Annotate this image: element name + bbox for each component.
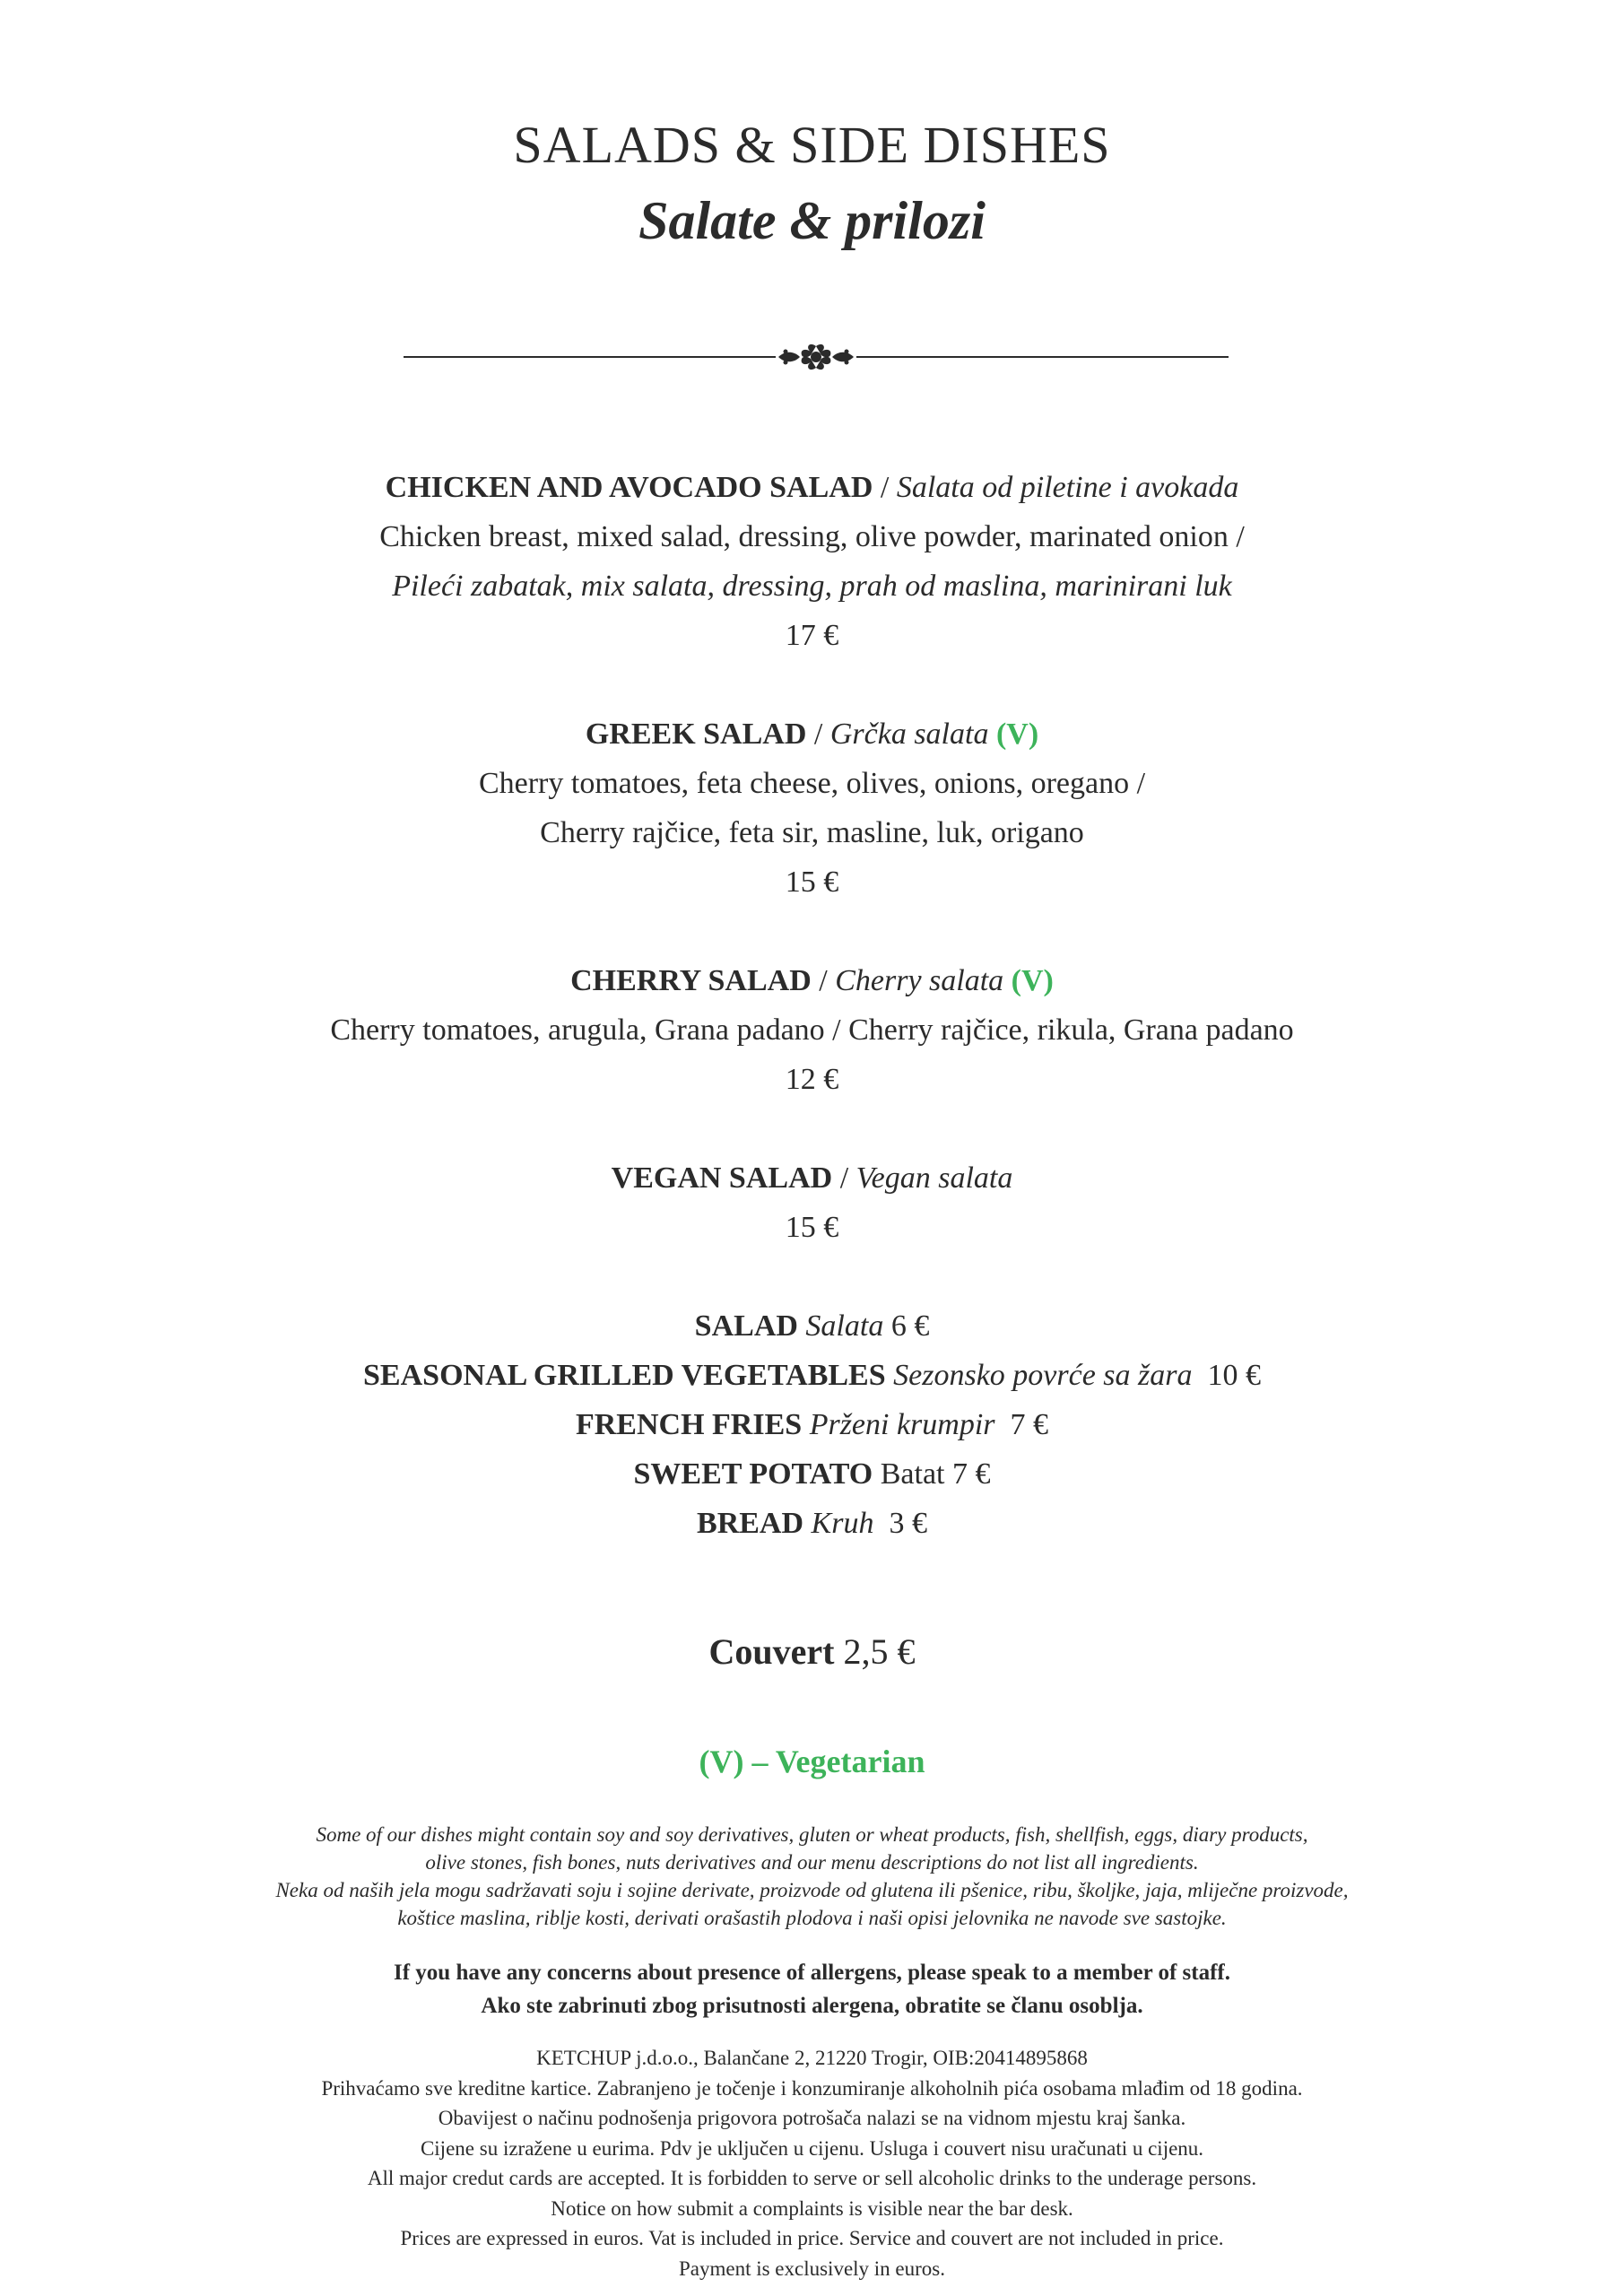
allergen-concern-notice (0, 1956, 1624, 2022)
menu-item-greek-salad (0, 709, 1624, 907)
side-item-salad (0, 1301, 1624, 1351)
side-name-hr: Kruh (811, 1507, 874, 1540)
item-name-hr: Vegan salata (855, 1161, 1013, 1195)
side-item-sweet-potato (0, 1449, 1624, 1499)
legal-line: Obavijest o načinu podnošenja prigovora potrošača nalazi se na vidnom mjestu kraj šanka. (438, 2107, 1186, 2129)
legal-line: All major credut cards are accepted. It is forbidden to serve or sell alcoholic drinks to the underage persons. (367, 2167, 1257, 2189)
allergen-line: koštice maslina, riblje kosti, derivati orašastih plodova i naši opisi jelovnika ne navode sve sastojke. (397, 1907, 1227, 1929)
legal-line: Prihvaćamo sve kreditne kartice. Zabranjeno je točenje i konzumiranje alkoholnih pića osobama mlađim od 18 godina. (321, 2076, 1303, 2100)
item-name: VEGAN SALAD (611, 1161, 833, 1195)
item-separator: / (806, 718, 830, 751)
menu-item-cherry-salad (0, 956, 1624, 1104)
concern-line: Ako ste zabrinuti zbog prisutnosti alergena, obratite se članu osoblja. (481, 1994, 1143, 2018)
allergen-notice (0, 1821, 1624, 1932)
item-description-en: Chicken breast, mixed salad, dressing, olive powder, marinated onion / (379, 520, 1245, 553)
couvert-price: 2,5 € (843, 1631, 916, 1672)
allergen-line: olive stones, fish bones, nuts derivatives and our menu descriptions do not list all ingredients. (425, 1851, 1199, 1874)
item-description-hr: Pileći zabatak, mix salata, dressing, prah od maslina, marinirani luk (392, 570, 1232, 603)
side-name-hr: Sezonsko povrće sa žara (893, 1359, 1193, 1392)
item-name-hr: Grčka salata (829, 718, 989, 751)
page-title: SALADS & SIDE DISHES (513, 116, 1111, 174)
legal-line: Notice on how submit a complaints is visible near the bar desk. (551, 2196, 1073, 2220)
side-name-hr: Salata (805, 1309, 884, 1343)
item-separator: / (811, 964, 836, 997)
allergen-line: Some of our dishes might contain soy and soy derivatives, gluten or wheat products, fish, shellfish, eggs, diary products, (316, 1823, 1308, 1846)
side-item-grilled-vegetables (0, 1351, 1624, 1400)
item-heading (0, 709, 1624, 759)
item-description: Cherry tomatoes, arugula, Grana padano / Cherry rajčice, rikula, Grana padano (330, 1013, 1294, 1047)
item-description-en: Cherry tomatoes, feta cheese, olives, onions, oregano / (478, 767, 1146, 800)
legal-line: Payment is exclusively in euros. (678, 2257, 946, 2280)
item-name-hr: Salata od piletine i avokada (896, 471, 1239, 504)
side-name: FRENCH FRIES (575, 1408, 803, 1441)
item-heading (0, 1153, 1624, 1203)
vegetarian-badge: (V) (1011, 964, 1054, 997)
side-name: SALAD (694, 1309, 798, 1343)
menu-item-chicken-avocado (0, 463, 1624, 660)
item-price: 15 € (785, 865, 839, 899)
item-separator: / (832, 1161, 856, 1195)
side-price: 7 € (952, 1457, 991, 1491)
item-name: CHERRY SALAD (570, 964, 812, 997)
concern-line: If you have any concerns about presence of allergens, please speak to a member of staff. (393, 1961, 1231, 1985)
item-heading (0, 956, 1624, 1005)
salad-list (0, 463, 1624, 1548)
item-description-hr: Cherry rajčice, feta sir, masline, luk, origano (540, 816, 1084, 849)
side-item-bread (0, 1499, 1624, 1548)
item-name: CHICKEN AND AVOCADO SALAD (385, 471, 873, 504)
side-name: SEASONAL GRILLED VEGETABLES (363, 1359, 886, 1392)
page-subtitle: Salate & prilozi (638, 191, 986, 250)
allergen-line: Neka od naših jela mogu sadržavati soju i sojine derivate, proizvode od glutena ili pšenice, ribu, školjke, jaja, mliječne proizvode, (275, 1879, 1349, 1901)
side-name-hr: Batat (880, 1457, 945, 1491)
side-item-french-fries (0, 1400, 1624, 1449)
menu-item-vegan-salad (0, 1153, 1624, 1252)
item-separator: / (873, 471, 897, 504)
couvert-label: Couvert (708, 1631, 835, 1672)
legal-footer (0, 2043, 1624, 2283)
side-price: 3 € (889, 1507, 927, 1540)
side-name: BREAD (697, 1507, 804, 1540)
item-name: GREEK SALAD (585, 718, 807, 751)
side-price: 10 € (1207, 1359, 1261, 1392)
couvert-line (0, 1631, 1624, 1673)
flourish-ornament-icon (404, 339, 1229, 375)
side-price: 6 € (890, 1309, 930, 1343)
item-name-hr: Cherry salata (835, 964, 1004, 997)
side-name: SWEET POTATO (633, 1457, 873, 1491)
side-price: 7 € (1010, 1408, 1049, 1441)
vegetarian-badge: (V) (995, 718, 1039, 751)
item-price: 12 € (785, 1063, 839, 1096)
legal-line: KETCHUP j.d.o.o., Balančane 2, 21220 Trogir, OIB:20414895868 (536, 2047, 1088, 2069)
item-price: 17 € (785, 619, 839, 652)
vegetarian-legend: (V) – Vegetarian (699, 1744, 925, 1779)
item-price: 15 € (785, 1211, 839, 1244)
legal-line: Prices are expressed in euros. Vat is included in price. Service and couvert are not included in price. (400, 2227, 1224, 2249)
side-name-hr: Prženi krumpir (809, 1408, 995, 1441)
item-heading (0, 463, 1624, 512)
side-dishes-list (0, 1301, 1624, 1548)
legal-line: Cijene su izražene u eurima. Pdv je uključen u cijenu. Usluga i couvert nisu uračunati u cijenu. (420, 2136, 1204, 2160)
